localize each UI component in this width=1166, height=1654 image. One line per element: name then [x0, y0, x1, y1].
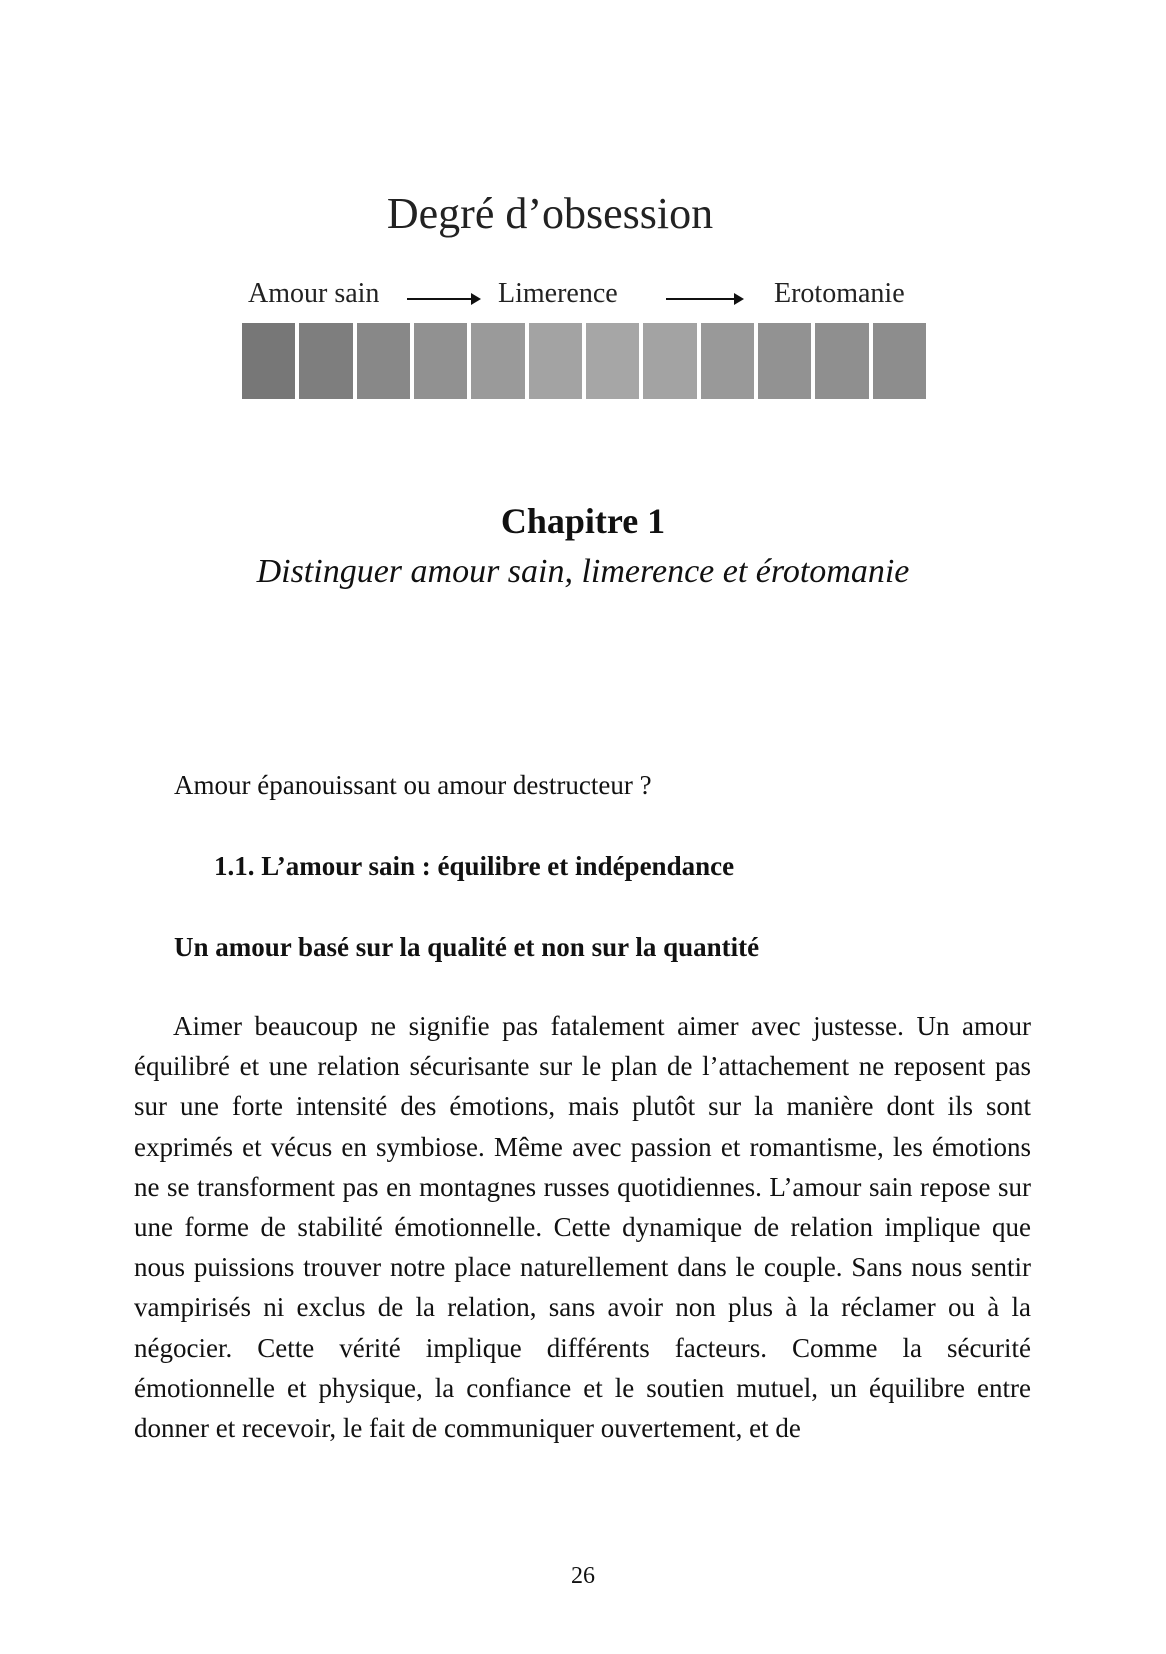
section-heading: 1.1. L’amour sain : équilibre et indépendance [214, 851, 735, 881]
gradient-cell [758, 323, 811, 399]
gradient-cell [586, 323, 639, 399]
gradient-cell [701, 323, 754, 399]
gradient-cell [471, 323, 524, 399]
gradient-cell [414, 323, 467, 399]
scale-label-erotomanie: Erotomanie [774, 278, 905, 309]
chapter-number: Chapitre 1 [500, 501, 666, 541]
body-paragraph: Aimer beaucoup ne signifie pas fatalement aimer avec justesse. Un amour équilibré et une relation sécurisante sur le plan de l’attachement ne reposent pas sur une forte intensité des émotions, mais plutôt sur la manière dont ils sont exprimés et vécus en symbiose. Même avec passion et romantisme, les émotions ne se transforment pas en montagnes russes quotidiennes. L’amour sain repose sur une forme de stabilité émotionnelle. Cette dynamique de relation implique que nous puissions trouver notre place naturellement dans le couple. Sans nous sentir vampirisés ni exclus de la relation, sans avoir non plus à la réclamer ou à la négocier. Cette vérité implique différents facteurs. Comme la sécurité émotionnelle et physique, la confiance et le soutien mutuel, un équilibre entre donner et recevoir, le fait de communiquer ouvertement, et de [134, 1011, 1031, 1444]
gradient-cell [643, 323, 696, 399]
subsection-heading: Un amour basé sur la qualité et non sur la quantité [174, 932, 760, 962]
gradient-cell [357, 323, 410, 399]
gradient-cell [873, 323, 926, 399]
scale-label-limerence: Limerence [498, 278, 618, 309]
scale-label-amour-sain: Amour sain [248, 278, 380, 309]
gradient-cell [299, 323, 352, 399]
chapter-subtitle: Distinguer amour sain, limerence et érotomanie [256, 553, 910, 590]
arrow-icon [407, 298, 479, 300]
intro-question: Amour épanouissant ou amour destructeur ? [174, 770, 652, 800]
obsession-gradient-bar [242, 323, 926, 399]
gradient-cell [529, 323, 582, 399]
gradient-cell [242, 323, 295, 399]
arrow-icon [666, 298, 742, 300]
figure-title: Degré d’obsession [386, 189, 714, 238]
gradient-cell [815, 323, 868, 399]
page-number: 26 [571, 1563, 595, 1589]
